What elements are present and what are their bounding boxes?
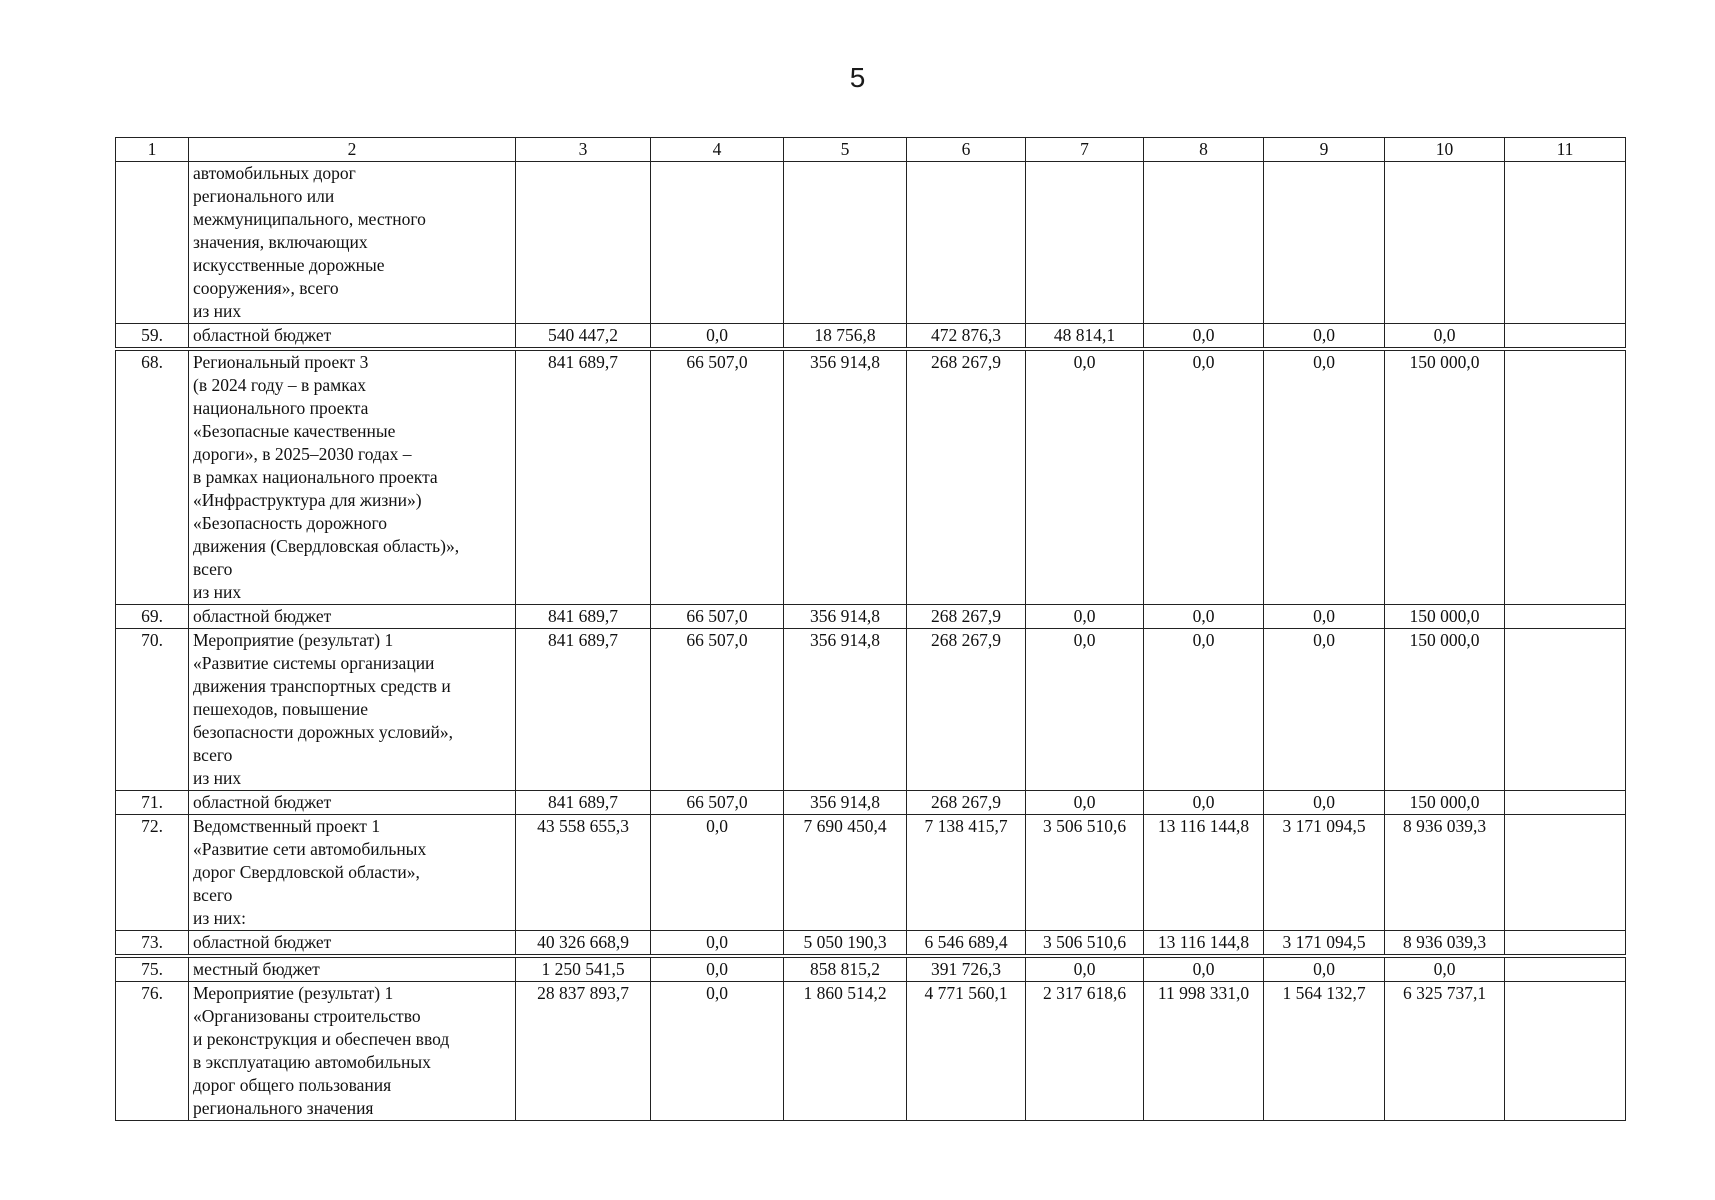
row-name-line: всего [193,559,233,579]
table-row [116,982,1626,1121]
value-cell [516,162,651,324]
value-cell [1505,931,1626,957]
column-header: 9 [1264,138,1385,162]
value-cell: 0,0 [1264,349,1385,605]
row-number: 69. [116,605,189,629]
page-number: 5 [849,62,866,93]
table-body [116,162,1626,1121]
value-cell: 28 837 893,7 [516,982,651,1121]
column-header: 7 [1026,138,1144,162]
row-name-line: Ведомственный проект 1 [193,816,381,836]
value-cell [1505,324,1626,350]
column-header: 5 [784,138,907,162]
value-cell: 48 814,1 [1026,324,1144,350]
value-cell: 150 000,0 [1385,349,1505,605]
value-cell [1505,982,1626,1121]
value-cell: 356 914,8 [784,349,907,605]
value-cell: 0,0 [1144,629,1264,791]
value-cell: 0,0 [651,931,784,957]
row-name-line: значения, включающих [193,232,368,252]
value-cell: 11 998 331,0 [1144,982,1264,1121]
value-cell: 3 171 094,5 [1264,815,1385,931]
value-cell: 841 689,7 [516,349,651,605]
value-cell: 391 726,3 [907,956,1026,982]
row-name-line: дорог общего пользования [193,1075,392,1095]
row-number: 70. [116,629,189,791]
value-cell [1505,349,1626,605]
row-name-line: движения (Свердловская область)», [193,536,460,556]
table-row [116,815,1626,931]
value-cell: 8 936 039,3 [1385,931,1505,957]
value-cell: 66 507,0 [651,349,784,605]
row-name-line: межмуниципального, местного [193,209,426,229]
value-cell: 6 546 689,4 [907,931,1026,957]
row-name-line: областной бюджет [193,325,332,345]
row-name-line: всего [193,885,233,905]
value-cell: 0,0 [1144,349,1264,605]
row-name [189,815,516,931]
row-name-line: Региональный проект 3 [193,352,369,372]
value-cell: 7 690 450,4 [784,815,907,931]
value-cell: 0,0 [1144,956,1264,982]
row-name [189,982,516,1121]
row-name-line: регионального значения [193,1098,374,1118]
value-cell: 356 914,8 [784,791,907,815]
row-name-line: «Развитие системы организации [193,653,435,673]
column-header: 1 [116,138,189,162]
value-cell: 0,0 [651,982,784,1121]
value-cell: 0,0 [1264,629,1385,791]
value-cell: 0,0 [1264,324,1385,350]
value-cell: 18 756,8 [784,324,907,350]
row-name-line: регионального или [193,186,335,206]
row-name-line: областной бюджет [193,932,332,952]
value-cell: 268 267,9 [907,791,1026,815]
value-cell: 0,0 [1026,349,1144,605]
value-cell: 7 138 415,7 [907,815,1026,931]
row-name-line: (в 2024 году – в рамках [193,375,366,395]
row-name-line: в рамках национального проекта [193,467,438,487]
row-name [189,931,516,957]
row-number: 75. [116,956,189,982]
value-cell: 6 325 737,1 [1385,982,1505,1121]
value-cell [651,162,784,324]
column-header: 10 [1385,138,1505,162]
value-cell: 268 267,9 [907,349,1026,605]
value-cell: 150 000,0 [1385,605,1505,629]
row-name [189,162,516,324]
row-name-line: из них: [193,908,246,928]
row-name-line: «Организованы строительство [193,1006,421,1026]
value-cell: 4 771 560,1 [907,982,1026,1121]
row-name-line: из них [193,768,242,788]
row-name-line: областной бюджет [193,792,332,812]
value-cell: 540 447,2 [516,324,651,350]
row-name-line: «Развитие сети автомобильных [193,839,427,859]
value-cell: 43 558 655,3 [516,815,651,931]
row-name-line: Мероприятие (результат) 1 [193,983,394,1003]
value-cell: 66 507,0 [651,791,784,815]
row-number: 73. [116,931,189,957]
value-cell: 0,0 [1264,956,1385,982]
row-name-line: искусственные дорожные [193,255,385,275]
row-name-line: «Инфраструктура для жизни») [193,490,422,510]
row-name-line: всего [193,745,233,765]
row-name-line: и реконструкция и обеспечен ввод [193,1029,450,1049]
value-cell: 268 267,9 [907,629,1026,791]
value-cell: 0,0 [1264,605,1385,629]
row-name [189,605,516,629]
value-cell: 0,0 [1144,791,1264,815]
row-name [189,324,516,350]
row-number [116,162,189,324]
value-cell: 13 116 144,8 [1144,815,1264,931]
value-cell [1505,162,1626,324]
table-row [116,931,1626,957]
table-row [116,162,1626,324]
value-cell: 0,0 [1144,605,1264,629]
row-name-line: местный бюджет [193,959,320,979]
row-name [189,349,516,605]
value-cell [1505,815,1626,931]
row-name-line: из них [193,582,242,602]
value-cell [1505,791,1626,815]
value-cell: 356 914,8 [784,605,907,629]
value-cell: 0,0 [1385,324,1505,350]
value-cell: 150 000,0 [1385,791,1505,815]
value-cell [1505,956,1626,982]
value-cell: 1 860 514,2 [784,982,907,1121]
value-cell [1505,605,1626,629]
table-row [116,791,1626,815]
row-number: 59. [116,324,189,350]
row-number: 71. [116,791,189,815]
row-name-line: движения транспортных средств и [193,676,451,696]
table-row [116,324,1626,350]
row-name-line: дороги», в 2025–2030 годах – [193,444,412,464]
value-cell: 1 564 132,7 [1264,982,1385,1121]
value-cell: 0,0 [1144,324,1264,350]
row-name-line: в эксплуатацию автомобильных [193,1052,431,1072]
value-cell: 0,0 [1026,629,1144,791]
row-name-line: безопасности дорожных условий», [193,722,453,742]
value-cell: 0,0 [1026,791,1144,815]
column-header: 3 [516,138,651,162]
value-cell [784,162,907,324]
value-cell: 8 936 039,3 [1385,815,1505,931]
table-row [116,349,1626,605]
value-cell: 66 507,0 [651,605,784,629]
value-cell: 472 876,3 [907,324,1026,350]
row-name-line: дорог Свердловской области», [193,862,420,882]
value-cell [1144,162,1264,324]
row-name-line: национального проекта [193,398,369,418]
row-name-line: «Безопасность дорожного [193,513,387,533]
value-cell: 0,0 [651,324,784,350]
value-cell: 268 267,9 [907,605,1026,629]
row-name-line: автомобильных дорог [193,163,356,183]
value-cell: 3 506 510,6 [1026,815,1144,931]
row-number: 68. [116,349,189,605]
value-cell: 3 171 094,5 [1264,931,1385,957]
value-cell: 1 250 541,5 [516,956,651,982]
row-name [189,956,516,982]
row-name-line: пешеходов, повышение [193,699,369,719]
table-row [116,956,1626,982]
row-name-line: Мероприятие (результат) 1 [193,630,394,650]
value-cell [1026,162,1144,324]
value-cell [907,162,1026,324]
value-cell: 3 506 510,6 [1026,931,1144,957]
value-cell: 356 914,8 [784,629,907,791]
table-row [116,629,1626,791]
value-cell: 0,0 [651,815,784,931]
column-header: 4 [651,138,784,162]
value-cell: 841 689,7 [516,629,651,791]
value-cell: 841 689,7 [516,605,651,629]
row-name [189,791,516,815]
value-cell [1264,162,1385,324]
value-cell: 858 815,2 [784,956,907,982]
value-cell: 841 689,7 [516,791,651,815]
value-cell: 0,0 [1026,956,1144,982]
column-number-header [116,138,1626,162]
row-name-line: «Безопасные качественные [193,421,396,441]
row-number: 76. [116,982,189,1121]
value-cell [1385,162,1505,324]
column-header: 6 [907,138,1026,162]
table-row [116,605,1626,629]
value-cell: 2 317 618,6 [1026,982,1144,1121]
row-number: 72. [116,815,189,931]
value-cell: 0,0 [1026,605,1144,629]
column-header: 2 [189,138,516,162]
value-cell: 0,0 [1264,791,1385,815]
value-cell: 5 050 190,3 [784,931,907,957]
column-header: 8 [1144,138,1264,162]
value-cell: 66 507,0 [651,629,784,791]
row-name-line: из них [193,301,242,321]
row-name-line: сооружения», всего [193,278,339,298]
value-cell: 13 116 144,8 [1144,931,1264,957]
value-cell [1505,629,1626,791]
row-name-line: областной бюджет [193,606,332,626]
budget-table [115,137,1626,1121]
value-cell: 0,0 [1385,956,1505,982]
value-cell: 40 326 668,9 [516,931,651,957]
value-cell: 150 000,0 [1385,629,1505,791]
row-name [189,629,516,791]
column-header: 11 [1505,138,1626,162]
value-cell: 0,0 [651,956,784,982]
